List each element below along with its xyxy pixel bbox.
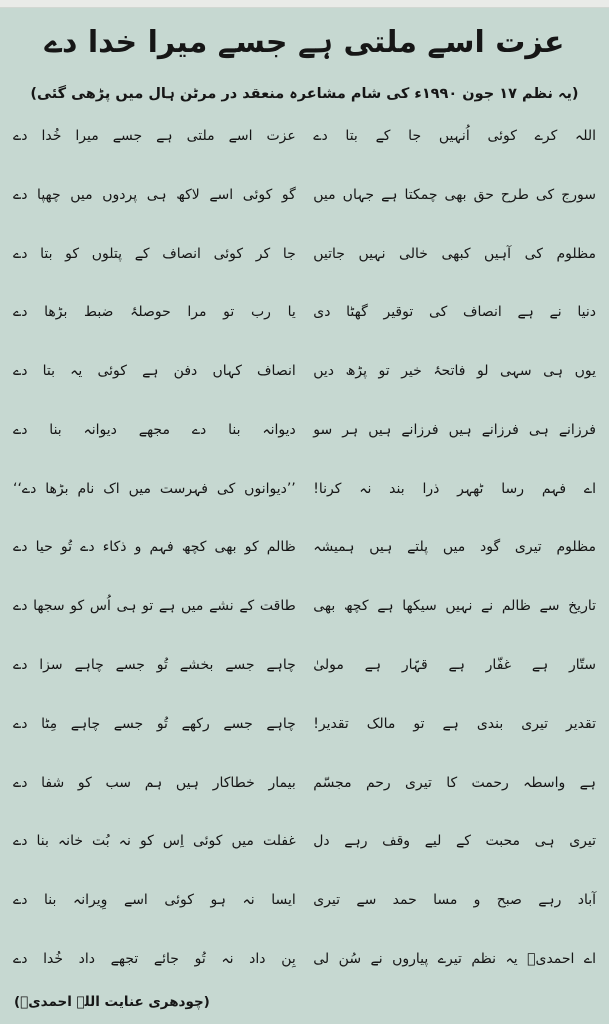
second-hemistich [13, 126, 296, 147]
first-hemistich [313, 126, 596, 147]
second-hemistich-text: طاقت کے نشے میں ہے تو ہی اُس کو سجھا دے [13, 598, 296, 615]
second-hemistich-text: ایسا نہ ہو کوئی اسے وِیرانہ بنا دے [13, 892, 296, 909]
poem-title: عزت اسے ملتی ہے جسے میرا خدا دے [44, 25, 565, 60]
second-hemistich [13, 949, 296, 970]
second-hemistich [13, 361, 296, 382]
second-hemistich-text: ’’دیوانوں کی فہرست میں اک نام بڑھا دے‘‘ [13, 480, 296, 497]
second-hemistich-text: جا کر کوئی انصاف کے پتلوں کو بتا دے [13, 245, 296, 262]
first-hemistich-text: اللہ کرے کوئی اُنہیں جا کے بتا دے [313, 128, 596, 144]
second-hemistich [13, 244, 296, 265]
couplet-row [13, 831, 596, 852]
second-hemistich [13, 655, 296, 676]
first-hemistich-text: تقدیر تیری بندی ہے تو مالک تقدیر! [313, 715, 596, 732]
couplet-row [13, 949, 596, 970]
first-hemistich [313, 773, 596, 794]
first-hemistich-text: تاریخ سے ظالم نے نہیں سیکھا ہے کچھ بھی [313, 598, 596, 615]
first-hemistich-text: فرزانے ہی فرزانے ہیں فرزانے ہیں ہر سو [313, 421, 596, 438]
second-hemistich [13, 596, 296, 617]
first-hemistich-text: دنیا نے ہے انصاف کی توقیر گھٹا دی [313, 304, 596, 321]
first-hemistich [313, 185, 596, 206]
couplet-row [13, 420, 596, 441]
second-hemistich-text: بِن داد نہ تُو جائے تجھے داد خُدا دے [13, 950, 296, 967]
second-hemistich-text: عزت اسے ملتی ہے جسے میرا خُدا دے [13, 128, 296, 144]
first-hemistich [313, 479, 596, 500]
first-hemistich-text: مظلوم تیری گود میں پلتے ہیں ہمیشہ [313, 539, 596, 556]
first-hemistich-text: یوں ہی سہی لو فاتحۂ خیر تو پڑھ دیں [313, 363, 596, 380]
first-hemistich-text: اے فہم رسا ٹھہر ذرا بند نہ کرنا! [313, 480, 596, 497]
second-hemistich [13, 185, 296, 206]
couplet-row [13, 361, 596, 382]
second-hemistich [13, 773, 296, 794]
second-hemistich-text: دیوانہ بنا دے مجھے دیوانہ بنا دے [13, 421, 296, 438]
couplet-row [13, 596, 596, 617]
couplet-row [13, 537, 596, 558]
second-hemistich [13, 890, 296, 911]
first-hemistich-text: تیری ہی محبت کے لیے وقف رہے دل [313, 833, 596, 850]
first-hemistich-text: ستّار ہے غفّار ہے قہّار ہے مولیٰ [313, 657, 596, 674]
first-hemistich-text: ہے واسطہ رحمت کا تیری رحم مجسّم [313, 774, 596, 791]
first-hemistich [313, 949, 596, 970]
couplet-row [13, 890, 596, 911]
first-hemistich [313, 302, 596, 323]
first-hemistich [313, 714, 596, 735]
first-hemistich-text: مظلوم کی آہیں کبھی خالی نہیں جاتیں [313, 245, 596, 262]
couplet-row [13, 126, 596, 147]
couplet-row [13, 244, 596, 265]
second-hemistich [13, 302, 296, 323]
second-hemistich-text: یا رب تو مرا حوصلۂ ضبط بڑھا دے [13, 304, 296, 321]
second-hemistich [13, 420, 296, 441]
second-hemistich-text: بیمار خطاکار ہیں ہم سب کو شفا دے [13, 774, 296, 791]
second-hemistich [13, 537, 296, 558]
second-hemistich [13, 479, 296, 500]
poem-body [13, 126, 596, 970]
first-hemistich [313, 420, 596, 441]
second-hemistich-text: انصاف کہاں دفن ہے کوئی یہ بتا دے [13, 363, 296, 380]
couplet-row [13, 655, 596, 676]
second-hemistich-text: چاہے جسے بخشے تُو جسے چاہے سزا دے [13, 657, 296, 674]
first-hemistich [313, 537, 596, 558]
couplet-row [13, 773, 596, 794]
first-hemistich [313, 890, 596, 911]
top-strip [0, 0, 609, 8]
second-hemistich [13, 831, 296, 852]
couplet-row [13, 185, 596, 206]
first-hemistich [313, 244, 596, 265]
couplet-row [13, 714, 596, 735]
poem-subtitle: (یہ نظم ۱۷ جون ۱۹۹۰ء کی شام مشاعرہ منعقد در مرٹن ہال میں پڑھی گئی) [30, 86, 579, 102]
first-hemistich-text: آباد رہے صبح و مسا حمد سے تیری [313, 892, 596, 909]
second-hemistich-text: غفلت میں کوئی اِس کو نہ بُت خانہ بنا دے [13, 833, 296, 850]
second-hemistich-text: ظالم کو بھی کچھ فہم و ذکاء دے تُو حیا دے [13, 539, 296, 556]
poet-attribution: (چودھری عنایت اللہ احمدیؔ) [14, 994, 210, 1010]
first-hemistich-text: سورج کی طرح حق بھی چمکتا ہے جہاں میں [313, 186, 596, 203]
second-hemistich [13, 714, 296, 735]
first-hemistich [313, 831, 596, 852]
first-hemistich [313, 655, 596, 676]
first-hemistich-text: اے احمدیؔ یہ نظم تیرے پیاروں نے سُن لی [313, 950, 596, 967]
couplet-row [13, 479, 596, 500]
first-hemistich [313, 361, 596, 382]
second-hemistich-text: چاہے جسے رکھے تُو جسے چاہے مِٹا دے [13, 715, 296, 732]
first-hemistich [313, 596, 596, 617]
couplet-row [13, 302, 596, 323]
second-hemistich-text: گو کوئی اسے لاکھ ہی پردوں میں چھپا دے [13, 186, 296, 203]
